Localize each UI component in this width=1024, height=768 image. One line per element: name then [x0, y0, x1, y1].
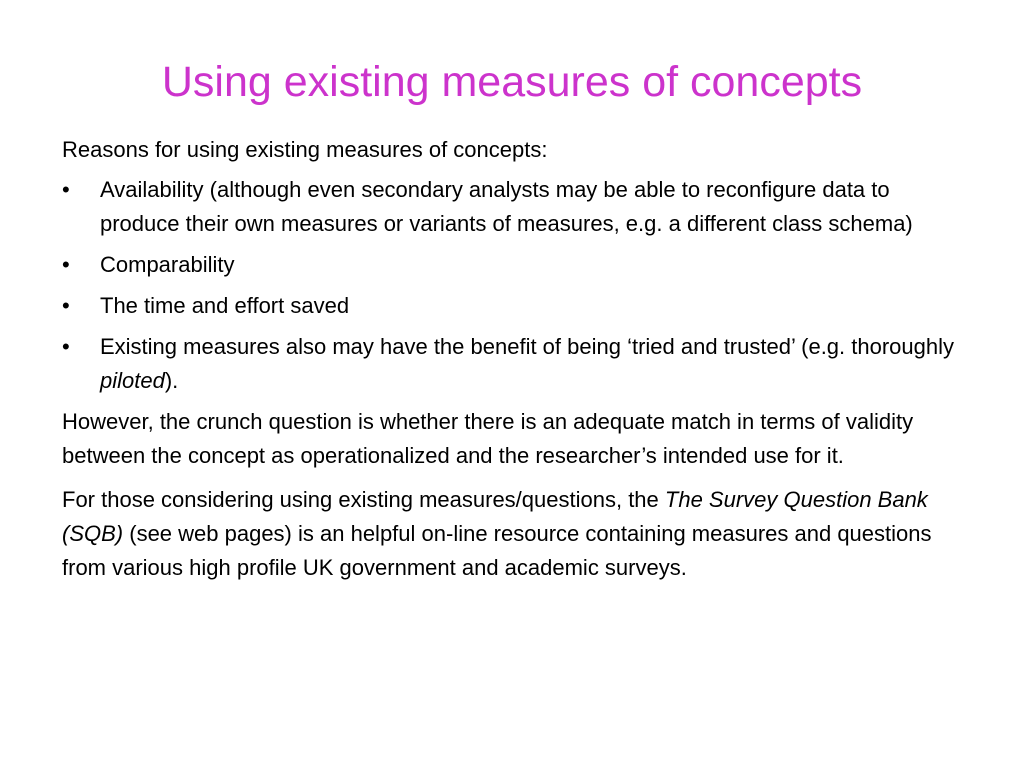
- list-item-text-after: ).: [164, 368, 179, 393]
- sqb-text-before: For those considering using existing measures/questions, the: [62, 487, 665, 512]
- list-item-text: Availability (although even secondary analysts may be able to reconfigure data to produce their own measures or variants of measures, e.g. a different class schema): [100, 177, 913, 236]
- bullet-icon: •: [62, 177, 70, 202]
- bullet-icon: •: [62, 334, 70, 359]
- intro-text: Reasons for using existing measures of concepts:: [62, 137, 548, 162]
- list-item-comparability: [62, 248, 972, 282]
- list-item-tried-trusted: [62, 330, 972, 398]
- list-item-availability: [62, 173, 972, 241]
- sqb-title: The Survey Question Bank (SQB): [62, 487, 928, 546]
- sqb-text-after: (see web pages) is an helpful on-line resource containing measures and questions from various high profile UK government and academic surveys.: [62, 521, 932, 580]
- list-item-time-effort: [62, 289, 972, 323]
- reasons-list: [62, 173, 972, 398]
- list-item-text: Comparability: [100, 252, 235, 277]
- list-item-text-before: Existing measures also may have the benefit of being ‘tried and trusted’ (e.g. thoroughly: [100, 334, 955, 359]
- list-item-text-italic: piloted: [100, 368, 165, 393]
- bullet-icon: •: [62, 293, 70, 318]
- list-item-text: The time and effort saved: [100, 293, 350, 318]
- however-paragraph: However, the crunch question is whether there is an adequate match in terms of validity between the concept as operationalized and the researcher’s intended use for it.: [62, 409, 914, 468]
- bullet-icon: •: [62, 252, 70, 277]
- slide-body: [62, 133, 972, 591]
- slide-title: Using existing measures of concepts: [161, 58, 863, 106]
- sqb-paragraph: [62, 483, 972, 585]
